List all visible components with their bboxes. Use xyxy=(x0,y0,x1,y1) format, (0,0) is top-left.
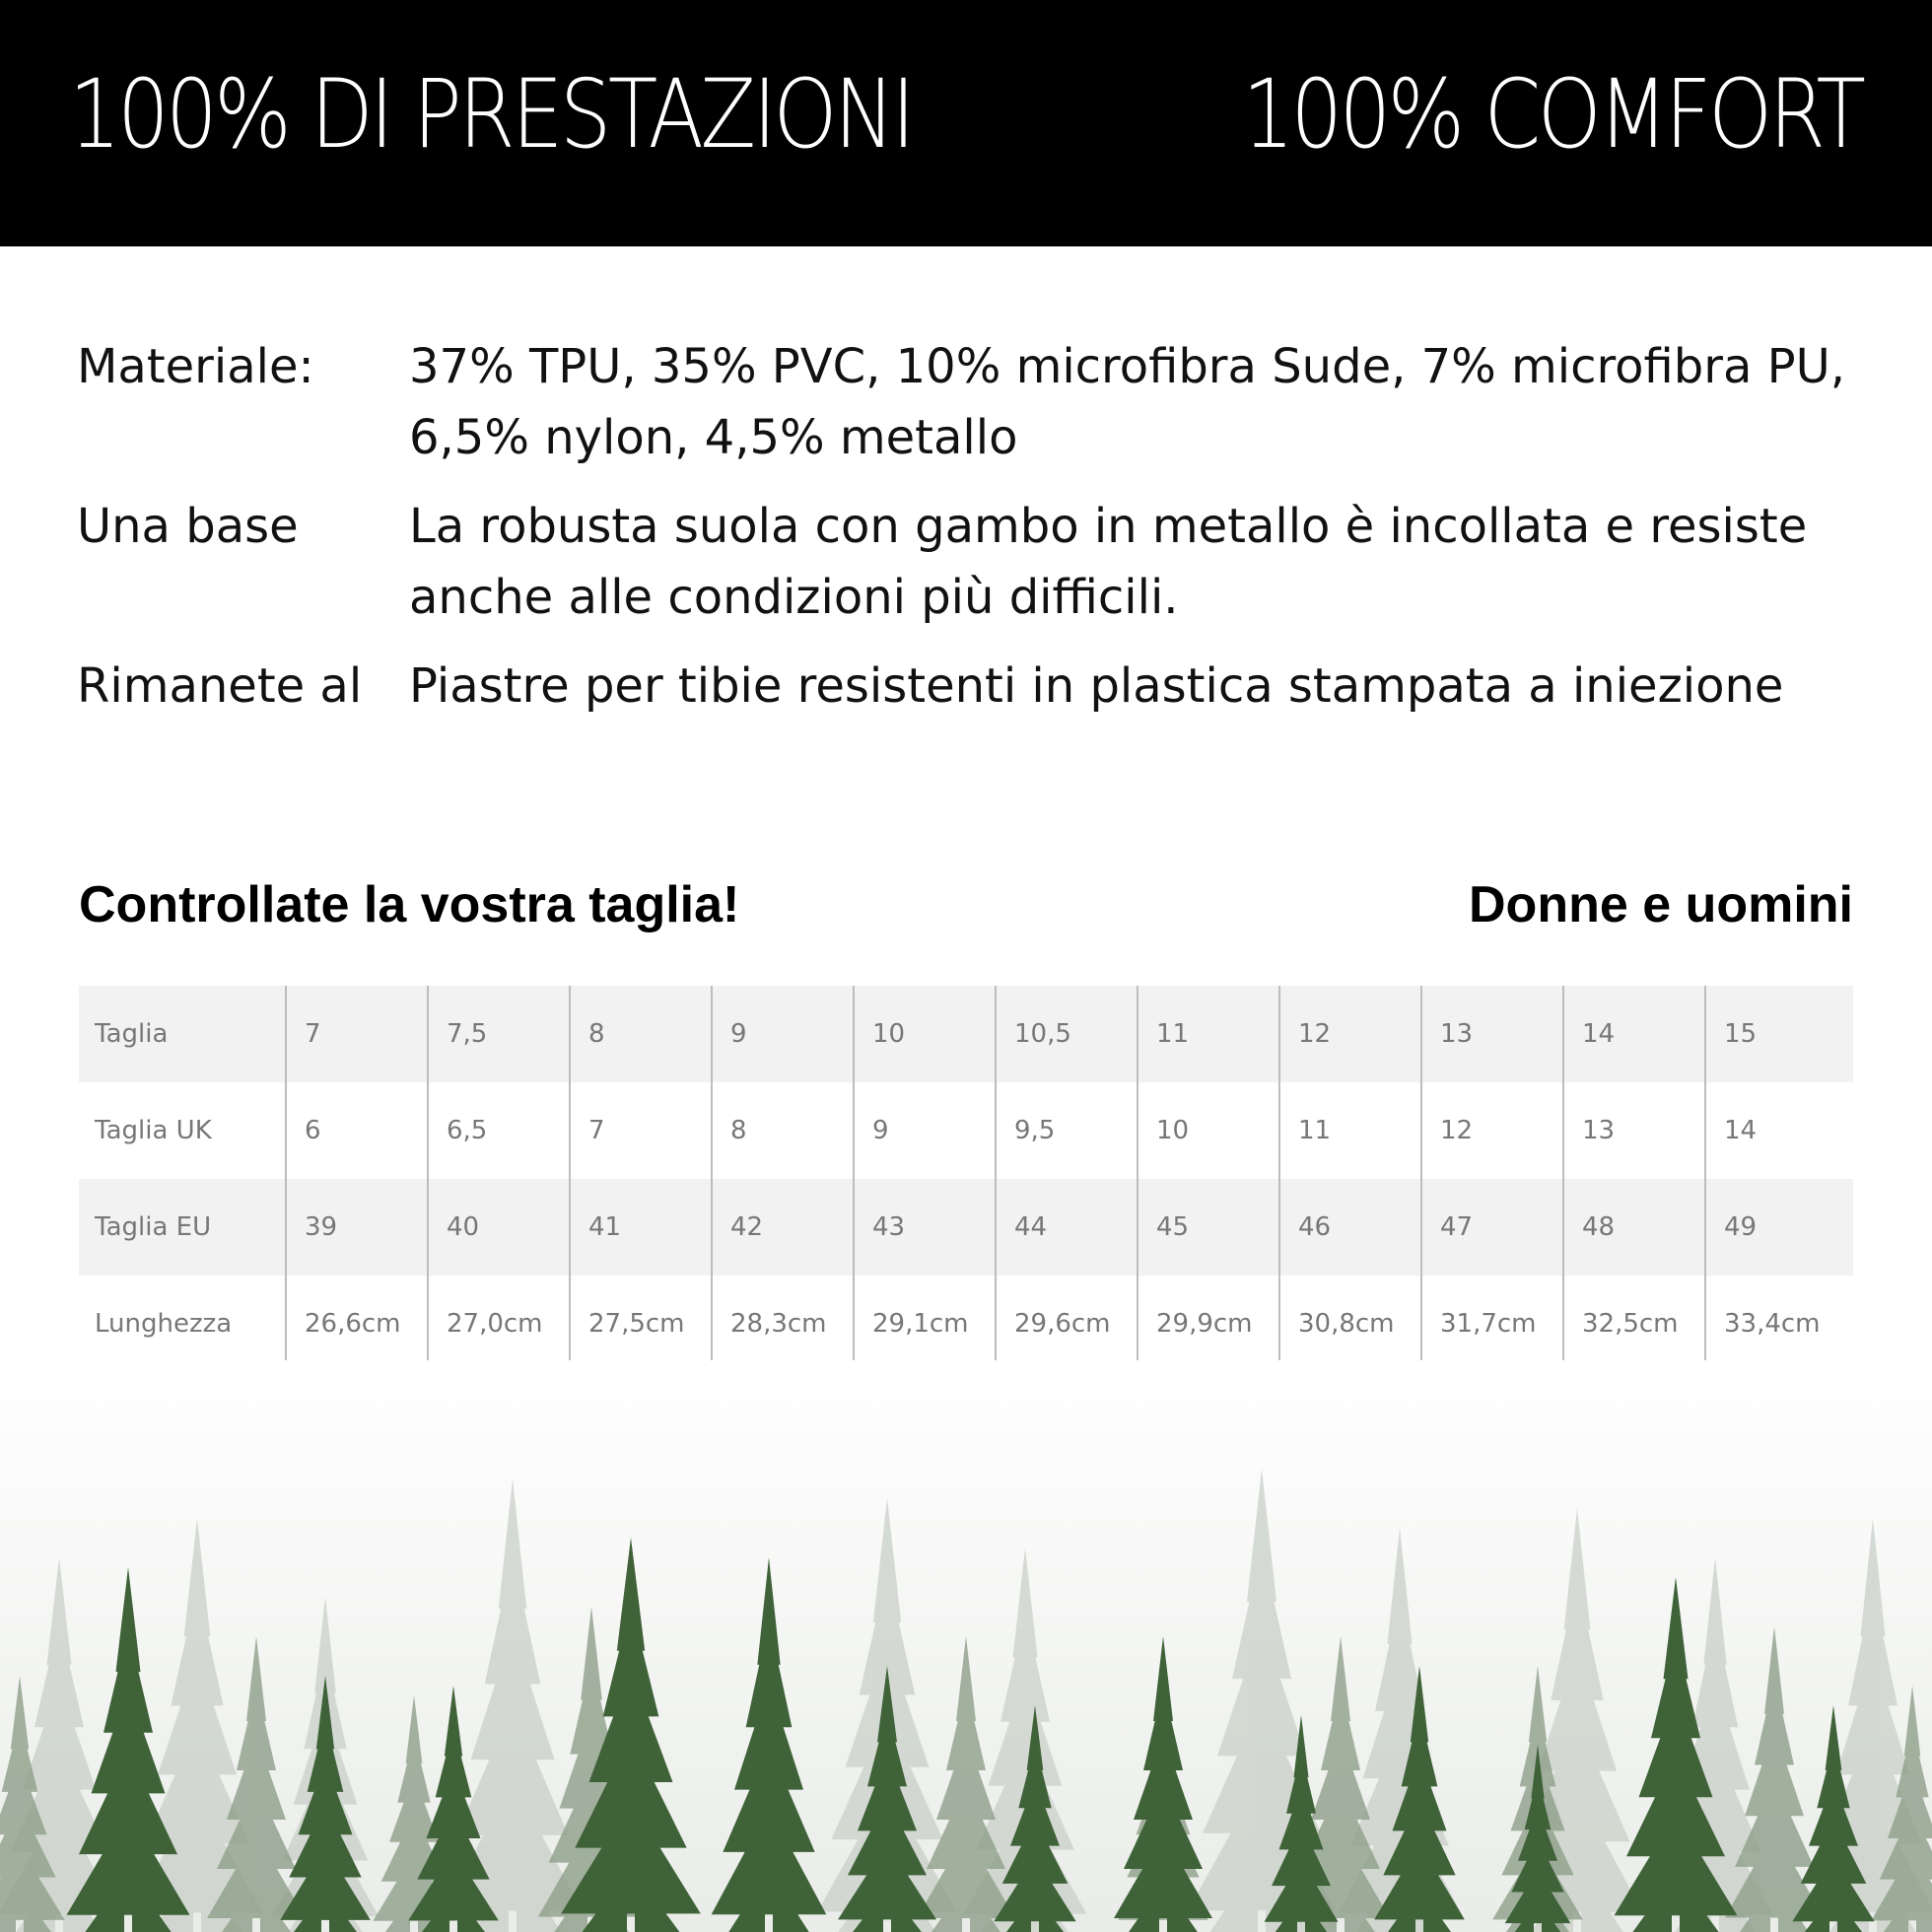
gender-title: Donne e uomini xyxy=(1469,876,1853,933)
table-cell: 28,3cm xyxy=(712,1276,854,1372)
spec-row-shin xyxy=(77,651,1861,722)
row-label: Taglia UK xyxy=(95,1116,212,1145)
table-cell: 26,6cm xyxy=(286,1276,428,1372)
header-banner xyxy=(0,0,1932,246)
row-label: Taglia xyxy=(79,986,286,1082)
table-cell: 7,5 xyxy=(428,986,570,1082)
table-cell: 9 xyxy=(854,1082,996,1179)
table-cell: 40 xyxy=(428,1179,570,1276)
table-cell: 10,5 xyxy=(996,986,1138,1082)
table-cell: 9 xyxy=(712,986,854,1082)
table-cell: 13 xyxy=(1421,986,1563,1082)
spec-label: Rimanete al xyxy=(77,658,363,714)
table-row xyxy=(79,1179,1853,1276)
row-label: Lunghezza xyxy=(95,1309,233,1339)
table-cell: 48 xyxy=(1563,1179,1705,1276)
spec-row-material xyxy=(77,331,1861,473)
row-label: Taglia EU xyxy=(79,1179,286,1276)
spec-row-base xyxy=(77,491,1861,633)
header-title-comfort: 100% COMFORT xyxy=(1242,59,1863,170)
table-cell: 44 xyxy=(996,1179,1138,1276)
table-cell: 41 xyxy=(570,1179,712,1276)
table-cell: 10 xyxy=(854,986,996,1082)
table-cell: 6 xyxy=(286,1082,428,1179)
table-cell: 33,4cm xyxy=(1705,1276,1853,1372)
table-row xyxy=(79,1276,1853,1372)
table-cell: 7 xyxy=(286,986,428,1082)
specs-list xyxy=(77,331,1861,722)
table-cell: 47 xyxy=(1421,1179,1563,1276)
table-row xyxy=(79,1082,1853,1179)
table-cell: 7 xyxy=(570,1082,712,1179)
table-cell: 6,5 xyxy=(428,1082,570,1179)
table-cell: 29,9cm xyxy=(1138,1276,1279,1372)
table-cell: 49 xyxy=(1705,1179,1853,1276)
table-cell: 8 xyxy=(712,1082,854,1179)
table-cell: 14 xyxy=(1563,986,1705,1082)
spec-value: La robusta suola con gambo in metallo è incollata e resiste anche alle condizioni più difficili. xyxy=(409,499,1808,625)
size-table xyxy=(79,986,1853,1372)
spec-label: Una base xyxy=(77,499,299,554)
table-cell: 11 xyxy=(1279,1082,1421,1179)
spec-value: Piastre per tibie resistenti in plastica stampata a iniezione xyxy=(409,658,1784,714)
table-cell: 43 xyxy=(854,1179,996,1276)
spec-label: Materiale: xyxy=(77,339,314,394)
table-cell: 12 xyxy=(1279,986,1421,1082)
table-cell: 13 xyxy=(1563,1082,1705,1179)
table-cell: 29,1cm xyxy=(854,1276,996,1372)
table-cell: 14 xyxy=(1705,1082,1853,1179)
table-cell: 29,6cm xyxy=(996,1276,1138,1372)
table-cell: 32,5cm xyxy=(1563,1276,1705,1372)
table-cell: 27,0cm xyxy=(428,1276,570,1372)
header-title-performance: 100% DI PRESTAZIONI xyxy=(69,59,913,170)
table-cell: 15 xyxy=(1705,986,1853,1082)
table-cell: 42 xyxy=(712,1179,854,1276)
forest-image xyxy=(0,1360,1932,1932)
table-cell: 11 xyxy=(1138,986,1279,1082)
table-cell: 27,5cm xyxy=(570,1276,712,1372)
table-cell: 12 xyxy=(1421,1082,1563,1179)
table-row xyxy=(79,986,1853,1082)
size-check-title: Controllate la vostra taglia! xyxy=(79,876,740,933)
table-cell: 31,7cm xyxy=(1421,1276,1563,1372)
table-cell: 39 xyxy=(286,1179,428,1276)
table-cell: 8 xyxy=(570,986,712,1082)
spec-value: 37% TPU, 35% PVC, 10% microfibra Sude, 7% microfibra PU, 6,5% nylon, 4,5% metallo xyxy=(409,339,1845,465)
table-cell: 45 xyxy=(1138,1179,1279,1276)
table-cell: 46 xyxy=(1279,1179,1421,1276)
table-cell: 30,8cm xyxy=(1279,1276,1421,1372)
table-cell: 9,5 xyxy=(996,1082,1138,1179)
table-cell: 10 xyxy=(1138,1082,1279,1179)
